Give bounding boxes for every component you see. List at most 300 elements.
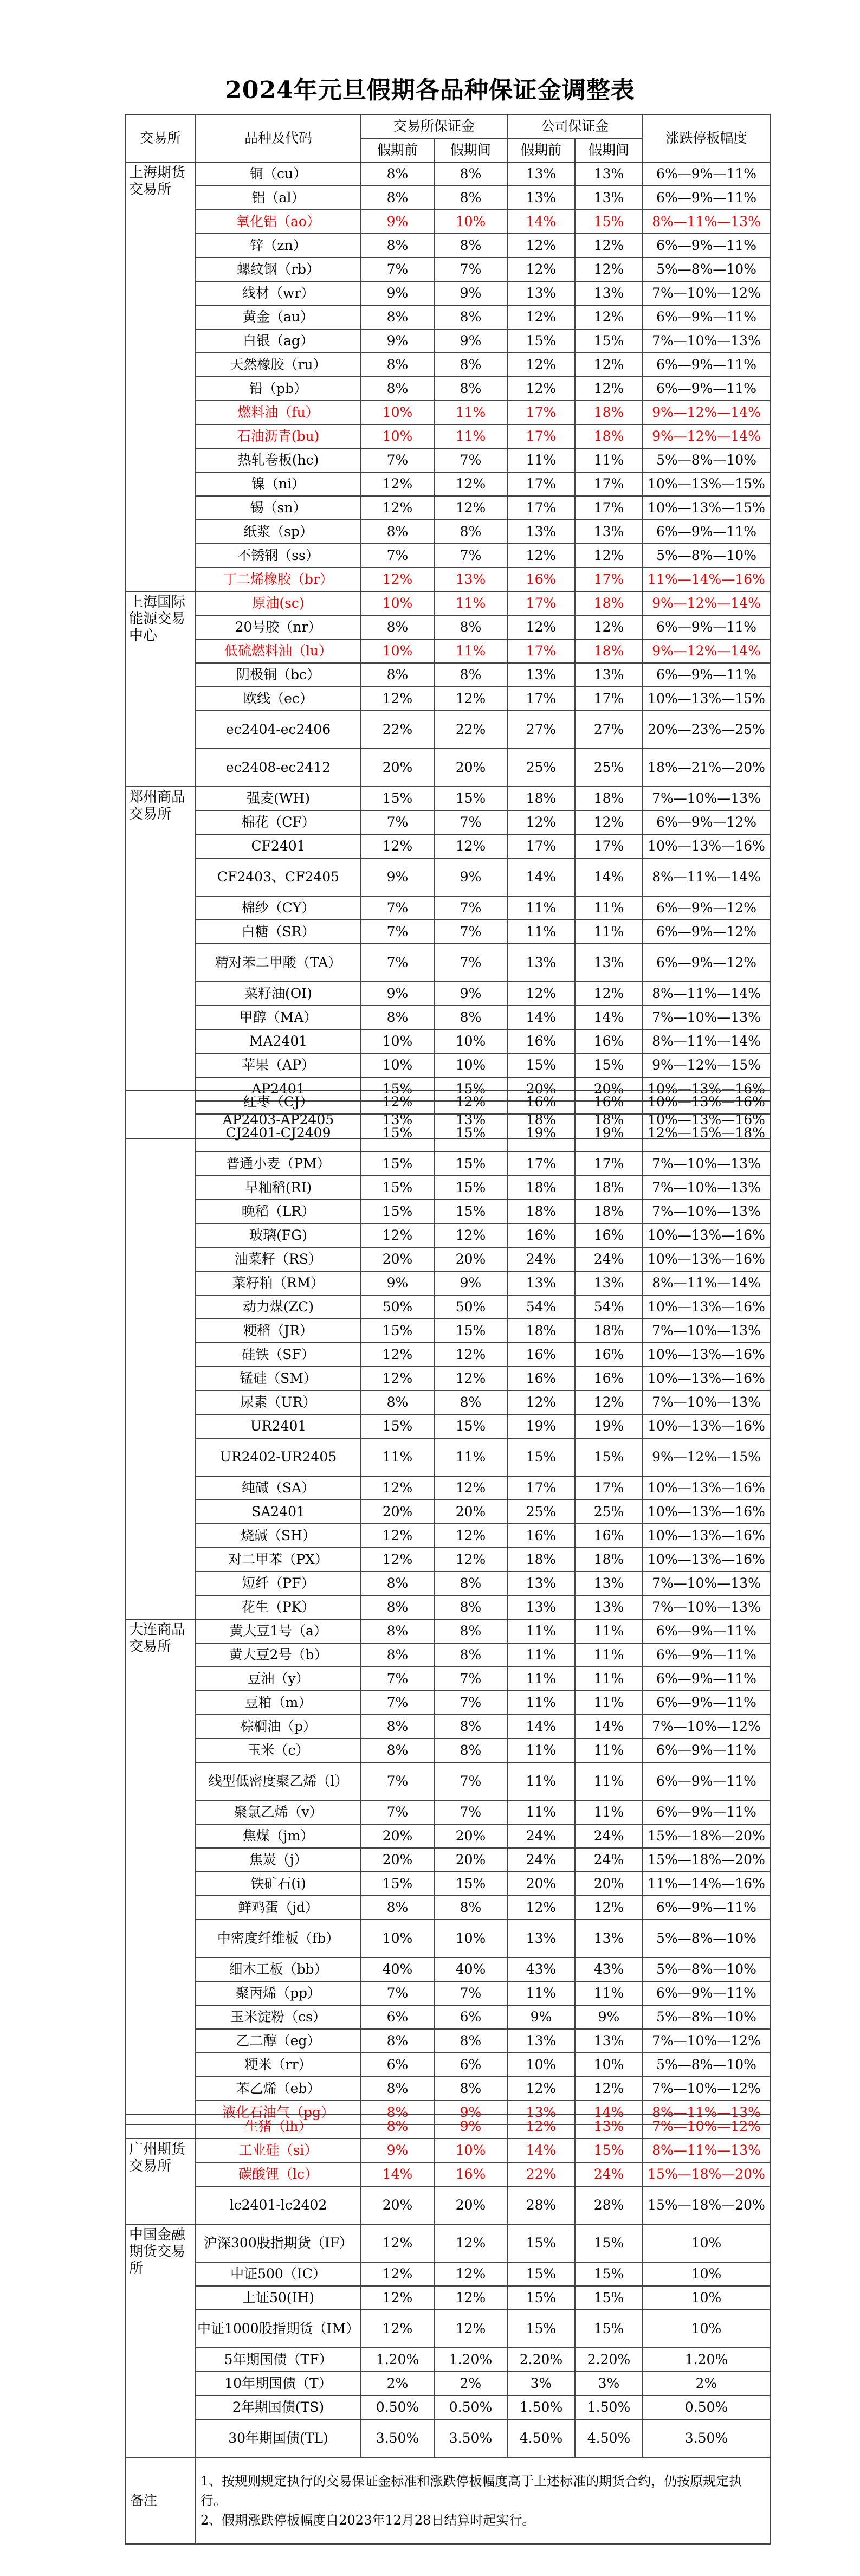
product-name: 碳酸锂（lc） <box>196 2162 361 2186</box>
product-name: 锌（zn） <box>196 234 361 257</box>
limit-range: 5%—8%—10% <box>643 2053 770 2077</box>
exchange-name: 大连商品交易所 <box>125 1619 196 2124</box>
exchange-name: 广州期货交易所 <box>125 2139 196 2224</box>
product-name: 鲜鸡蛋（jd） <box>196 1896 361 1920</box>
co-margin-during: 24% <box>575 1848 643 1872</box>
ex-margin-before: 10% <box>361 1053 434 1077</box>
co-margin-before: 17% <box>507 1152 575 1176</box>
table-row <box>125 2053 770 2077</box>
limit-range: 5%—8%—10% <box>643 448 770 472</box>
product-name: 菜籽油(OI) <box>196 982 361 1006</box>
co-margin-before: 13% <box>507 944 575 982</box>
table-row <box>125 749 770 787</box>
ex-margin-before: 12% <box>361 1090 434 1114</box>
co-margin-before: 15% <box>507 1053 575 1077</box>
product-name: 硅铁（SF） <box>196 1343 361 1367</box>
product-name: ec2408-ec2412 <box>196 749 361 787</box>
table-row <box>125 1438 770 1476</box>
table-row <box>125 2419 770 2457</box>
exchange-name <box>125 1090 196 1619</box>
ex-margin-during: 12% <box>434 1343 507 1367</box>
limit-range: 10%—13%—16% <box>643 1367 770 1390</box>
co-margin-during: 9% <box>575 2005 643 2029</box>
table-row <box>125 2186 770 2224</box>
ex-margin-before: 6% <box>361 2053 434 2077</box>
ex-margin-before: 10% <box>361 1920 434 1957</box>
product-name: MA2401 <box>196 1029 361 1053</box>
ex-margin-before: 6% <box>361 2005 434 2029</box>
limit-range: 18%—21%—20% <box>643 749 770 787</box>
product-name: 红枣（CJ） <box>196 1090 361 1114</box>
co-margin-during: 12% <box>575 377 643 401</box>
subheader-during: 假期间 <box>575 138 643 162</box>
co-margin-before: 11% <box>507 1800 575 1824</box>
ex-margin-before: 9% <box>361 1271 434 1295</box>
co-margin-before: 11% <box>507 448 575 472</box>
page-title: 2024年元旦假期各品种保证金调整表 <box>225 76 635 104</box>
ex-margin-during: 12% <box>434 2224 507 2262</box>
table-row <box>125 1800 770 1824</box>
table-row <box>125 2310 770 2348</box>
product-name: 豆油（y） <box>196 1667 361 1691</box>
co-margin-before: 14% <box>507 858 575 896</box>
ex-margin-before: 8% <box>361 377 434 401</box>
ex-margin-during: 7% <box>434 257 507 281</box>
ex-margin-before: 12% <box>361 1343 434 1367</box>
co-margin-before: 19% <box>507 1114 575 1152</box>
product-name: 玉米（c） <box>196 1738 361 1762</box>
margin-table-part-1 <box>125 114 771 1139</box>
ex-margin-before: 8% <box>361 1896 434 1920</box>
co-margin-during: 18% <box>575 787 643 810</box>
product-name: 短纤（PF） <box>196 1572 361 1595</box>
co-margin-during: 16% <box>575 1524 643 1548</box>
ex-margin-before: 10% <box>361 591 434 615</box>
co-margin-during: 24% <box>575 1247 643 1271</box>
ex-margin-before: 40% <box>361 1957 434 1981</box>
ex-margin-during: 11% <box>434 401 507 424</box>
co-margin-before: 13% <box>507 1595 575 1619</box>
table-row <box>125 496 770 520</box>
table-row <box>125 2262 770 2286</box>
table-row <box>125 448 770 472</box>
table-row <box>125 1247 770 1271</box>
co-margin-before: 16% <box>507 1090 575 1114</box>
ex-margin-before: 8% <box>361 2101 434 2124</box>
ex-margin-during: 20% <box>434 1247 507 1271</box>
product-name: 不锈钢（ss） <box>196 544 361 568</box>
limit-range: 7%—10%—12% <box>643 2029 770 2053</box>
limit-range: 3.50% <box>643 2419 770 2457</box>
table-row <box>125 568 770 591</box>
co-margin-before: 16% <box>507 1223 575 1247</box>
co-margin-before: 19% <box>507 1414 575 1438</box>
co-margin-before: 11% <box>507 1619 575 1643</box>
limit-range: 1.20% <box>643 2348 770 2372</box>
co-margin-during: 11% <box>575 1738 643 1762</box>
table-row <box>125 920 770 944</box>
ex-margin-before: 12% <box>361 2286 434 2310</box>
table-row <box>125 1595 770 1619</box>
ex-margin-during: 2% <box>434 2372 507 2395</box>
ex-margin-before: 20% <box>361 1848 434 1872</box>
co-margin-before: 24% <box>507 1247 575 1271</box>
ex-margin-during: 8% <box>434 2077 507 2101</box>
co-margin-before: 54% <box>507 1295 575 1319</box>
co-margin-before: 12% <box>507 377 575 401</box>
limit-range: 6%—9%—11% <box>643 520 770 544</box>
table-row <box>125 944 770 982</box>
limit-range: 6%—9%—11% <box>643 1667 770 1691</box>
ex-margin-before: 12% <box>361 568 434 591</box>
ex-margin-during: 15% <box>434 1114 507 1152</box>
table-row <box>125 2372 770 2395</box>
ex-margin-during: 10% <box>434 210 507 234</box>
co-margin-before: 11% <box>507 896 575 920</box>
limit-range: 10%—13%—15% <box>643 687 770 711</box>
table-row <box>125 257 770 281</box>
limit-range: 10%—13%—16% <box>643 1343 770 1367</box>
ex-margin-before: 8% <box>361 1643 434 1667</box>
ex-margin-before: 9% <box>361 2139 434 2162</box>
co-margin-before: 11% <box>507 1981 575 2005</box>
table-row <box>125 1920 770 1957</box>
co-margin-during: 14% <box>575 1006 643 1029</box>
margin-table-part-2 <box>125 1090 771 2125</box>
ex-margin-before: 11% <box>361 1438 434 1476</box>
limit-range: 0.50% <box>643 2395 770 2419</box>
table-row <box>125 1319 770 1343</box>
co-margin-during: 11% <box>575 1667 643 1691</box>
product-name: 2年期国债(TS) <box>196 2395 361 2419</box>
co-margin-during: 12% <box>575 615 643 639</box>
ex-margin-before: 14% <box>361 2162 434 2186</box>
co-margin-during: 11% <box>575 1981 643 2005</box>
product-name: 热轧卷板(hc) <box>196 448 361 472</box>
product-name: 聚氯乙烯（v） <box>196 1800 361 1824</box>
ex-margin-before: 12% <box>361 2224 434 2262</box>
table-row <box>125 1762 770 1800</box>
limit-range: 9%—12%—15% <box>643 1438 770 1476</box>
product-name: 铝（al） <box>196 186 361 210</box>
limit-range: 6%—9%—11% <box>643 186 770 210</box>
limit-range: 5%—8%—10% <box>643 1957 770 1981</box>
exchange-name <box>125 2115 196 2139</box>
co-margin-during: 11% <box>575 1762 643 1800</box>
ex-margin-before: 12% <box>361 1476 434 1500</box>
ex-margin-during: 7% <box>434 1691 507 1715</box>
ex-margin-during: 9% <box>434 858 507 896</box>
limit-range: 7%—10%—13% <box>643 787 770 810</box>
ex-margin-during: 20% <box>434 1848 507 1872</box>
co-margin-before: 17% <box>507 591 575 615</box>
co-margin-before: 17% <box>507 834 575 858</box>
product-name: 油菜籽（RS） <box>196 1247 361 1271</box>
table-row <box>125 1390 770 1414</box>
limit-range: 10%—13%—16% <box>643 1295 770 1319</box>
ex-margin-before: 12% <box>361 2310 434 2348</box>
ex-margin-before: 8% <box>361 305 434 329</box>
limit-range: 7%—10%—13% <box>643 1006 770 1029</box>
ex-margin-before: 12% <box>361 1367 434 1390</box>
table-row <box>125 787 770 810</box>
co-margin-before: 1.50% <box>507 2395 575 2419</box>
ex-margin-during: 6% <box>434 2053 507 2077</box>
ex-margin-during: 9% <box>434 982 507 1006</box>
product-name: AP2401 <box>196 1077 361 1101</box>
product-name: 镍（ni） <box>196 472 361 496</box>
limit-range: 6%—9%—12% <box>643 810 770 834</box>
co-margin-before: 17% <box>507 639 575 663</box>
table-row <box>125 1006 770 1029</box>
limit-range: 15%—18%—20% <box>643 1848 770 1872</box>
product-name: 花生（PK） <box>196 1595 361 1619</box>
co-margin-during: 13% <box>575 663 643 687</box>
table-row <box>125 663 770 687</box>
ex-margin-during: 12% <box>434 1476 507 1500</box>
ex-margin-before: 8% <box>361 1390 434 1414</box>
ex-margin-during: 22% <box>434 711 507 749</box>
note-line-2: 2、假期涨跌停板幅度自2023年12月28日结算时起实行。 <box>201 2513 535 2528</box>
co-margin-during: 15% <box>575 210 643 234</box>
ex-margin-during: 8% <box>434 1572 507 1595</box>
limit-range: 7%—10%—13% <box>643 1152 770 1176</box>
limit-range: 7%—10%—13% <box>643 1595 770 1619</box>
limit-range: 10%—13%—16% <box>643 1247 770 1271</box>
limit-range: 15%—18%—20% <box>643 2186 770 2224</box>
limit-range: 9%—12%—14% <box>643 591 770 615</box>
co-margin-before: 20% <box>507 1872 575 1896</box>
ex-margin-during: 10% <box>434 1053 507 1077</box>
table-row <box>125 1643 770 1667</box>
ex-margin-before: 2% <box>361 2372 434 2395</box>
ex-margin-before: 9% <box>361 982 434 1006</box>
ex-margin-during: 9% <box>434 2101 507 2124</box>
ex-margin-before: 12% <box>361 2262 434 2286</box>
product-name: 铜（cu） <box>196 162 361 186</box>
ex-margin-before: 15% <box>361 1200 434 1223</box>
limit-range: 6%—9%—11% <box>643 1762 770 1800</box>
ex-margin-before: 8% <box>361 2115 434 2139</box>
ex-margin-during: 7% <box>434 1667 507 1691</box>
exchange-name: 上海期货交易所 <box>125 162 196 591</box>
co-margin-before: 13% <box>507 1920 575 1957</box>
co-margin-during: 17% <box>575 1152 643 1176</box>
limit-range: 10%—13%—16% <box>643 834 770 858</box>
co-margin-during: 12% <box>575 353 643 377</box>
ex-margin-before: 8% <box>361 615 434 639</box>
co-margin-before: 15% <box>507 329 575 353</box>
ex-margin-during: 8% <box>434 663 507 687</box>
table-row <box>125 687 770 711</box>
ex-margin-during: 6% <box>434 2005 507 2029</box>
ex-margin-during: 15% <box>434 1414 507 1438</box>
table-row <box>125 1114 770 1152</box>
header-exchange: 交易所 <box>125 114 196 162</box>
product-name: 粳米（rr） <box>196 2053 361 2077</box>
ex-margin-before: 12% <box>361 1223 434 1247</box>
co-margin-during: 15% <box>575 2286 643 2310</box>
ex-margin-during: 15% <box>434 1152 507 1176</box>
co-margin-before: 20% <box>507 1077 575 1101</box>
ex-margin-before: 9% <box>361 858 434 896</box>
limit-range: 6%—9%—11% <box>643 1738 770 1762</box>
ex-margin-during: 12% <box>434 496 507 520</box>
co-margin-before: 17% <box>507 401 575 424</box>
product-name: 燃料油（fu） <box>196 401 361 424</box>
ex-margin-during: 11% <box>434 424 507 448</box>
product-name: 甲醇（MA） <box>196 1006 361 1029</box>
limit-range: 10%—13%—16% <box>643 1077 770 1101</box>
ex-margin-before: 15% <box>361 787 434 810</box>
product-name: 普通小麦（PM） <box>196 1152 361 1176</box>
ex-margin-before: 1.20% <box>361 2348 434 2372</box>
co-margin-before: 13% <box>507 162 575 186</box>
margin-table-part-3 <box>125 2114 771 2545</box>
co-margin-before: 11% <box>507 920 575 944</box>
co-margin-during: 18% <box>575 1319 643 1343</box>
table-row <box>125 982 770 1006</box>
product-name: ec2404-ec2406 <box>196 711 361 749</box>
co-margin-during: 15% <box>575 2224 643 2262</box>
product-name: 棕榈油（p） <box>196 1715 361 1738</box>
ex-margin-during: 15% <box>434 787 507 810</box>
ex-margin-before: 13% <box>361 1101 434 1139</box>
limit-range: 6%—9%—11% <box>643 1896 770 1920</box>
ex-margin-during: 16% <box>434 2162 507 2186</box>
co-margin-before: 11% <box>507 1738 575 1762</box>
co-margin-during: 16% <box>575 1343 643 1367</box>
co-margin-during: 17% <box>575 496 643 520</box>
limit-range: 10%—13%—16% <box>643 1090 770 1114</box>
ex-margin-during: 3.50% <box>434 2419 507 2457</box>
co-margin-before: 25% <box>507 1500 575 1524</box>
limit-range: 5%—8%—10% <box>643 544 770 568</box>
ex-margin-during: 9% <box>434 281 507 305</box>
co-margin-during: 12% <box>575 982 643 1006</box>
co-margin-during: 13% <box>575 520 643 544</box>
product-name: 纸浆（sp） <box>196 520 361 544</box>
co-margin-before: 25% <box>507 749 575 787</box>
ex-margin-during: 7% <box>434 944 507 982</box>
co-margin-before: 13% <box>507 1572 575 1595</box>
ex-margin-during: 8% <box>434 377 507 401</box>
co-margin-during: 20% <box>575 1077 643 1101</box>
table-row <box>125 1957 770 1981</box>
co-margin-before: 28% <box>507 2186 575 2224</box>
co-margin-before: 16% <box>507 1367 575 1390</box>
table-row <box>125 1667 770 1691</box>
ex-margin-before: 20% <box>361 1247 434 1271</box>
co-margin-before: 12% <box>507 257 575 281</box>
ex-margin-during: 9% <box>434 1271 507 1295</box>
product-name: 乙二醇（eg） <box>196 2029 361 2053</box>
co-margin-before: 18% <box>507 1101 575 1139</box>
co-margin-during: 11% <box>575 896 643 920</box>
co-margin-during: 4.50% <box>575 2419 643 2457</box>
co-margin-during: 15% <box>575 2139 643 2162</box>
table-row <box>125 424 770 448</box>
ex-margin-during: 8% <box>434 520 507 544</box>
table-row <box>125 162 770 186</box>
limit-range: 7%—10%—12% <box>643 1715 770 1738</box>
limit-range: 10%—13%—16% <box>643 1223 770 1247</box>
co-margin-before: 16% <box>507 568 575 591</box>
ex-margin-during: 12% <box>434 1223 507 1247</box>
ex-margin-during: 12% <box>434 2310 507 2348</box>
co-margin-during: 54% <box>575 1295 643 1319</box>
co-margin-during: 15% <box>575 1438 643 1476</box>
ex-margin-before: 8% <box>361 186 434 210</box>
subheader-before: 假期前 <box>361 138 434 162</box>
ex-margin-before: 0.50% <box>361 2395 434 2419</box>
co-margin-before: 2.20% <box>507 2348 575 2372</box>
product-name: AP2403-AP2405 <box>196 1101 361 1139</box>
limit-range: 6%—9%—11% <box>643 1981 770 2005</box>
limit-range: 10%—13%—16% <box>643 1524 770 1548</box>
co-margin-during: 11% <box>575 1691 643 1715</box>
table-row <box>125 1524 770 1548</box>
co-margin-before: 3% <box>507 2372 575 2395</box>
ex-margin-during: 7% <box>434 810 507 834</box>
product-name: 白糖（SR） <box>196 920 361 944</box>
co-margin-during: 12% <box>575 2077 643 2101</box>
ex-margin-before: 20% <box>361 749 434 787</box>
product-name: 晚稻（LR） <box>196 1200 361 1223</box>
limit-range: 12%—15%—18% <box>643 1114 770 1152</box>
table-row <box>125 2115 770 2139</box>
limit-range: 15%—18%—20% <box>643 2162 770 2186</box>
ex-margin-before: 7% <box>361 544 434 568</box>
co-margin-before: 17% <box>507 496 575 520</box>
ex-margin-during: 12% <box>434 472 507 496</box>
table-row <box>125 1295 770 1319</box>
table-row <box>125 896 770 920</box>
table-row <box>125 2162 770 2186</box>
limit-range: 11%—14%—16% <box>643 1872 770 1896</box>
ex-margin-before: 20% <box>361 1500 434 1524</box>
co-margin-before: 15% <box>507 2262 575 2286</box>
product-name: 30年期国债(TL) <box>196 2419 361 2457</box>
co-margin-during: 18% <box>575 591 643 615</box>
ex-margin-before: 7% <box>361 920 434 944</box>
limit-range: 9%—12%—14% <box>643 639 770 663</box>
ex-margin-during: 8% <box>434 1006 507 1029</box>
ex-margin-during: 8% <box>434 305 507 329</box>
ex-margin-before: 8% <box>361 663 434 687</box>
limit-range: 10% <box>643 2286 770 2310</box>
ex-margin-before: 12% <box>361 1524 434 1548</box>
limit-range: 9%—12%—15% <box>643 1053 770 1077</box>
product-name: 强麦(WH) <box>196 787 361 810</box>
table-row <box>125 1053 770 1077</box>
limit-range: 8%—11%—14% <box>643 982 770 1006</box>
co-margin-during: 20% <box>575 1872 643 1896</box>
limit-range: 11%—14%—16% <box>643 568 770 591</box>
header-co-margin: 公司保证金 <box>507 114 643 138</box>
table-row <box>125 591 770 615</box>
ex-margin-during: 50% <box>434 1295 507 1319</box>
co-margin-before: 11% <box>507 1762 575 1800</box>
co-margin-before: 11% <box>507 1691 575 1715</box>
co-margin-before: 16% <box>507 1029 575 1053</box>
co-margin-during: 12% <box>575 257 643 281</box>
limit-range: 8%—11%—13% <box>643 210 770 234</box>
ex-margin-during: 8% <box>434 1896 507 1920</box>
table-row <box>125 1619 770 1643</box>
ex-margin-during: 15% <box>434 1319 507 1343</box>
ex-margin-during: 15% <box>434 1200 507 1223</box>
